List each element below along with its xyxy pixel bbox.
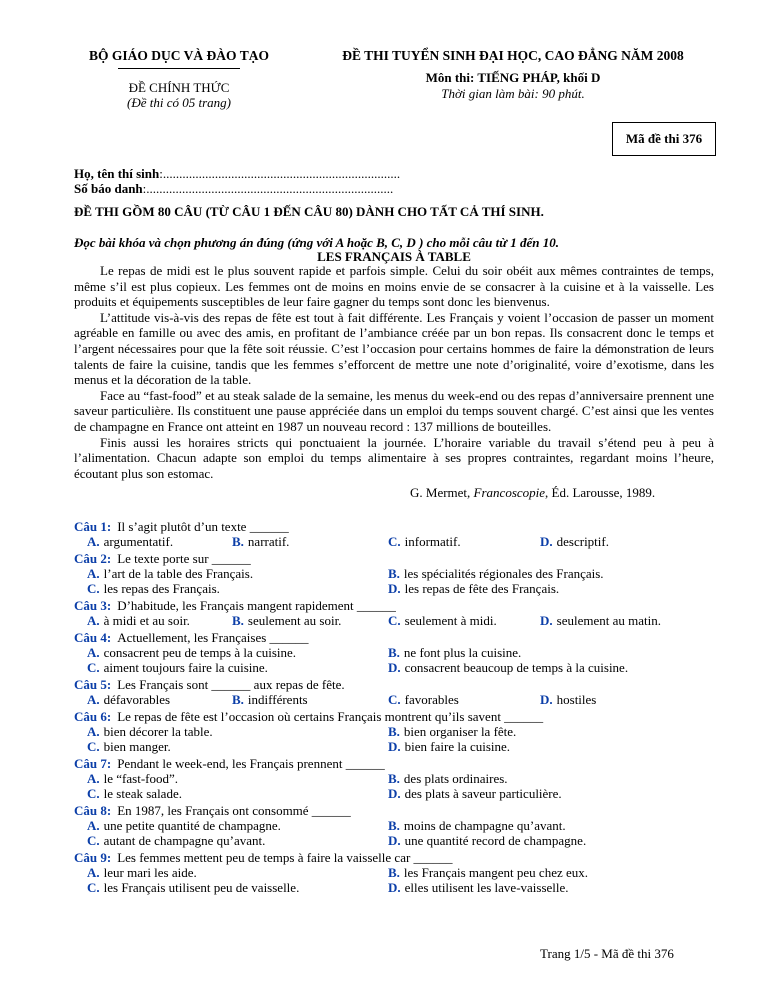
option-letter: D. bbox=[388, 660, 401, 675]
answer-option[interactable] bbox=[540, 613, 661, 629]
option-text: consacrent peu de temps à la cuisine. bbox=[103, 645, 297, 660]
option-letter: C. bbox=[87, 880, 100, 895]
option-letter: A. bbox=[87, 865, 100, 880]
option-letter: D. bbox=[388, 739, 401, 754]
passage-source bbox=[410, 485, 655, 501]
answer-option[interactable] bbox=[87, 786, 182, 802]
option-text: descriptif. bbox=[556, 534, 609, 549]
option-text: bien décorer la table. bbox=[103, 724, 213, 739]
option-text: le “fast-food”. bbox=[103, 771, 178, 786]
option-text: informatif. bbox=[404, 534, 461, 549]
option-letter: C. bbox=[87, 660, 100, 675]
candidate-name-dots: :......................................................................... bbox=[159, 166, 401, 181]
question-stem: D’habitude, les Français mangent rapidement ______ bbox=[117, 598, 396, 613]
question-stem: Le repas de fête est l’occasion où certains Français montrent qu’ils savent ______ bbox=[117, 709, 544, 724]
question-stem: Il s’agit plutôt d’un texte ______ bbox=[117, 519, 289, 534]
ministry-name: BỘ GIÁO DỤC VÀ ĐÀO TẠO bbox=[89, 48, 269, 63]
option-text: défavorables bbox=[103, 692, 171, 707]
option-text: les repas de fête des Français. bbox=[404, 581, 560, 596]
answer-option[interactable] bbox=[388, 581, 559, 597]
answer-option[interactable] bbox=[388, 865, 588, 881]
answer-option[interactable] bbox=[87, 865, 197, 881]
answer-option[interactable] bbox=[540, 534, 609, 550]
option-letter: D. bbox=[388, 833, 401, 848]
question-stem-row bbox=[74, 756, 714, 771]
option-text: narratif. bbox=[247, 534, 290, 549]
reading-instruction: Đọc bài khóa và chọn phương án đúng (ứng với A hoặc B, C, D ) cho mỗi câu từ 1 đến 10. bbox=[74, 235, 560, 250]
passage-paragraph: L’attitude vis-à-vis des repas de fête est tout à fait différente. Les Français y voient l’occasion de passer un moment agréable en famille ou avec des amis, en profitant de l’ambiance créée par un bon repas. Ils consacrent donc le temps et l’argent nécessaires pour que la fête soit réussie. C’est l’occasion pour certains hommes de faire la démonstration de leurs talents de faire la cuisine, tandis que les femmes s’efforcent de mettre une note d’originalité, voire d’exotisme, dans les menus et la décoration de la table. bbox=[74, 309, 714, 388]
answer-option[interactable] bbox=[540, 692, 596, 708]
passage-paragraph: Finis aussi les horaires stricts qui ponctuaient la journée. L’horaire variable du travail s’étend peu à peu à l’alimentation. Chacun adapte son emploi du temps alimentaire à ses propres contraintes, regardant moins l’heure, écoutant plus son estomac. bbox=[74, 434, 714, 481]
option-text: les spécialités régionales des Français. bbox=[403, 566, 604, 581]
option-letter: B. bbox=[388, 818, 400, 833]
page-footer: Trang 1/5 - Mã đề thi 376 bbox=[540, 946, 674, 961]
option-letter: A. bbox=[87, 613, 100, 628]
question-stem: En 1987, les Français ont consommé ______ bbox=[117, 803, 351, 818]
option-text: les repas des Français. bbox=[103, 581, 220, 596]
option-text: consacrent beaucoup de temps à la cuisine. bbox=[404, 660, 629, 675]
option-letter: A. bbox=[87, 645, 100, 660]
answer-option[interactable] bbox=[388, 613, 497, 629]
option-letter: C. bbox=[388, 534, 401, 549]
option-letter: A. bbox=[87, 534, 100, 549]
option-text: seulement au soir. bbox=[247, 613, 342, 628]
question-stem: Le texte porte sur ______ bbox=[117, 551, 251, 566]
question-stem: Pendant le week-end, les Français prennent ______ bbox=[117, 756, 385, 771]
option-letter: D. bbox=[388, 880, 401, 895]
question-stem-row bbox=[74, 850, 714, 865]
answer-option[interactable] bbox=[232, 534, 289, 550]
option-text: seulement au matin. bbox=[556, 613, 661, 628]
option-text: des plats à saveur particulière. bbox=[404, 786, 562, 801]
answer-option[interactable] bbox=[388, 724, 516, 740]
exam-title: ĐỀ THI TUYỂN SINH ĐẠI HỌC, CAO ĐẲNG NĂM 2008 bbox=[342, 48, 684, 63]
header-divider bbox=[118, 68, 240, 69]
answer-option[interactable] bbox=[87, 613, 190, 629]
option-letter: C. bbox=[388, 692, 401, 707]
candidate-id-line bbox=[74, 181, 393, 197]
page-count: (Đề thi có 05 trang) bbox=[127, 95, 231, 110]
candidate-name-label: Họ, tên thí sinh bbox=[74, 166, 160, 181]
option-text: le steak salade. bbox=[103, 786, 182, 801]
option-text: bien organiser la fête. bbox=[403, 724, 517, 739]
question-number: Câu 9: bbox=[74, 850, 112, 865]
candidate-id-dots: :............................................................................ bbox=[142, 181, 394, 196]
option-letter: B. bbox=[388, 771, 400, 786]
question-stem-row bbox=[74, 551, 714, 566]
option-text: une petite quantité de champagne. bbox=[103, 818, 281, 833]
answer-option[interactable] bbox=[87, 739, 171, 755]
passage-paragraph: Face au “fast-food” et au steak salade de la semaine, les menus du week-end ou des repas d’anniversaire prennent une saveur particulière. Ils constituent une pause appréciée dans un emploi du temps souvent chargé. C’est ainsi que les ventes de champagne en France ont atteint en 1987 un nouveau record : 137 millions de bouteilles. bbox=[74, 387, 714, 434]
option-letter: A. bbox=[87, 724, 100, 739]
option-letter: B. bbox=[232, 692, 244, 707]
option-letter: A. bbox=[87, 818, 100, 833]
answer-option[interactable] bbox=[87, 692, 170, 708]
option-letter: A. bbox=[87, 692, 100, 707]
answer-option[interactable] bbox=[388, 786, 562, 802]
source-author: G. Mermet, bbox=[410, 485, 474, 500]
answer-option[interactable] bbox=[87, 880, 299, 896]
source-book: Francoscopie bbox=[473, 485, 546, 500]
option-letter: C. bbox=[87, 786, 100, 801]
answer-option[interactable] bbox=[87, 534, 173, 550]
option-letter: A. bbox=[87, 566, 100, 581]
answer-option[interactable] bbox=[87, 581, 220, 597]
option-letter: A. bbox=[87, 771, 100, 786]
answer-option[interactable] bbox=[87, 818, 281, 834]
option-text: moins de champagne qu’avant. bbox=[403, 818, 566, 833]
option-text: aiment toujours faire la cuisine. bbox=[103, 660, 268, 675]
answer-option[interactable] bbox=[388, 692, 459, 708]
answer-option[interactable] bbox=[388, 660, 628, 676]
option-text: autant de champagne qu’avant. bbox=[103, 833, 266, 848]
option-text: argumentatif. bbox=[103, 534, 174, 549]
option-text: ne font plus la cuisine. bbox=[403, 645, 522, 660]
question-stem: Les femmes mettent peu de temps à faire la vaisselle car ______ bbox=[117, 850, 453, 865]
reading-title: LES FRANÇAIS À TABLE bbox=[317, 249, 471, 264]
answer-option[interactable] bbox=[232, 692, 308, 708]
question-number: Câu 2: bbox=[74, 551, 112, 566]
question-number: Câu 3: bbox=[74, 598, 112, 613]
option-letter: B. bbox=[232, 613, 244, 628]
option-text: des plats ordinaires. bbox=[403, 771, 508, 786]
answer-option[interactable] bbox=[87, 660, 268, 676]
option-letter: B. bbox=[232, 534, 244, 549]
option-letter: C. bbox=[388, 613, 401, 628]
question-number: Câu 4: bbox=[74, 630, 112, 645]
option-text: l’art de la table des Français. bbox=[103, 566, 254, 581]
question-stem-row bbox=[74, 677, 714, 692]
official-label: ĐỀ CHÍNH THỨC bbox=[128, 80, 230, 95]
question-stem-row bbox=[74, 598, 714, 613]
option-text: indifférents bbox=[247, 692, 308, 707]
question-number: Câu 5: bbox=[74, 677, 112, 692]
answer-option[interactable] bbox=[87, 566, 253, 582]
candidate-name-line bbox=[74, 166, 400, 182]
question-stem-row bbox=[74, 803, 714, 818]
answer-option[interactable] bbox=[388, 833, 586, 849]
option-text: hostiles bbox=[556, 692, 597, 707]
answer-option[interactable] bbox=[388, 739, 510, 755]
exam-code: Mã đề thi 376 bbox=[625, 131, 703, 147]
question-stem-row bbox=[74, 519, 714, 534]
option-letter: B. bbox=[388, 865, 400, 880]
answer-option[interactable] bbox=[388, 566, 604, 582]
exam-notice: ĐỀ THI GỒM 80 CÂU (TỪ CÂU 1 ĐẾN CÂU 80) DÀNH CHO TẤT CẢ THÍ SINH. bbox=[74, 204, 544, 219]
answer-option[interactable] bbox=[87, 724, 213, 740]
option-text: les Français mangent peu chez eux. bbox=[403, 865, 589, 880]
question-stem-row bbox=[74, 709, 714, 724]
answer-option[interactable] bbox=[388, 645, 521, 661]
option-letter: B. bbox=[388, 724, 400, 739]
answer-option[interactable] bbox=[87, 833, 265, 849]
reading-passage bbox=[74, 263, 714, 481]
answer-option[interactable] bbox=[388, 880, 569, 896]
question-stem: Actuellement, les Françaises ______ bbox=[117, 630, 309, 645]
option-letter: D. bbox=[540, 692, 553, 707]
option-text: leur mari les aide. bbox=[103, 865, 197, 880]
option-text: bien manger. bbox=[103, 739, 171, 754]
option-letter: C. bbox=[87, 833, 100, 848]
exam-subject: Môn thi: TIẾNG PHÁP, khối D bbox=[425, 70, 601, 85]
option-letter: C. bbox=[87, 739, 100, 754]
exam-duration: Thời gian làm bài: 90 phút. bbox=[441, 86, 585, 101]
option-letter: C. bbox=[87, 581, 100, 596]
answer-option[interactable] bbox=[388, 818, 566, 834]
option-text: bien faire la cuisine. bbox=[404, 739, 511, 754]
question-stem: Les Français sont ______ aux repas de fête. bbox=[117, 677, 345, 692]
question-number: Câu 1: bbox=[74, 519, 112, 534]
question-number: Câu 7: bbox=[74, 756, 112, 771]
option-letter: D. bbox=[540, 613, 553, 628]
candidate-id-label: Số báo danh bbox=[74, 181, 143, 196]
option-letter: B. bbox=[388, 645, 400, 660]
question-number: Câu 6: bbox=[74, 709, 112, 724]
option-letter: D. bbox=[388, 786, 401, 801]
option-letter: D. bbox=[540, 534, 553, 549]
answer-option[interactable] bbox=[232, 613, 341, 629]
option-text: à midi et au soir. bbox=[103, 613, 190, 628]
answer-option[interactable] bbox=[87, 645, 296, 661]
option-letter: B. bbox=[388, 566, 400, 581]
answer-option[interactable] bbox=[388, 534, 461, 550]
option-text: seulement à midi. bbox=[404, 613, 497, 628]
option-text: une quantité record de champagne. bbox=[404, 833, 587, 848]
source-rest: , Éd. Larousse, 1989. bbox=[545, 485, 656, 500]
option-text: elles utilisent les lave-vaisselle. bbox=[404, 880, 569, 895]
question-stem-row bbox=[74, 630, 714, 645]
answer-option[interactable] bbox=[87, 771, 178, 787]
option-letter: D. bbox=[388, 581, 401, 596]
exam-code-box bbox=[612, 122, 716, 156]
option-text: favorables bbox=[404, 692, 459, 707]
answer-option[interactable] bbox=[388, 771, 508, 787]
question-number: Câu 8: bbox=[74, 803, 112, 818]
passage-paragraph: Le repas de midi est le plus souvent rapide et parfois simple. Celui du soir obéit aux mêmes contraintes de temps, même s’il est plus copieux. Les femmes ont de moins en moins envie de se consacrer à la cuisine et à la vaisselle. Les produits et équipements susceptibles de leur faire gagner du temps sont donc les bienvenus. bbox=[74, 263, 714, 310]
option-text: les Français utilisent peu de vaisselle. bbox=[103, 880, 300, 895]
